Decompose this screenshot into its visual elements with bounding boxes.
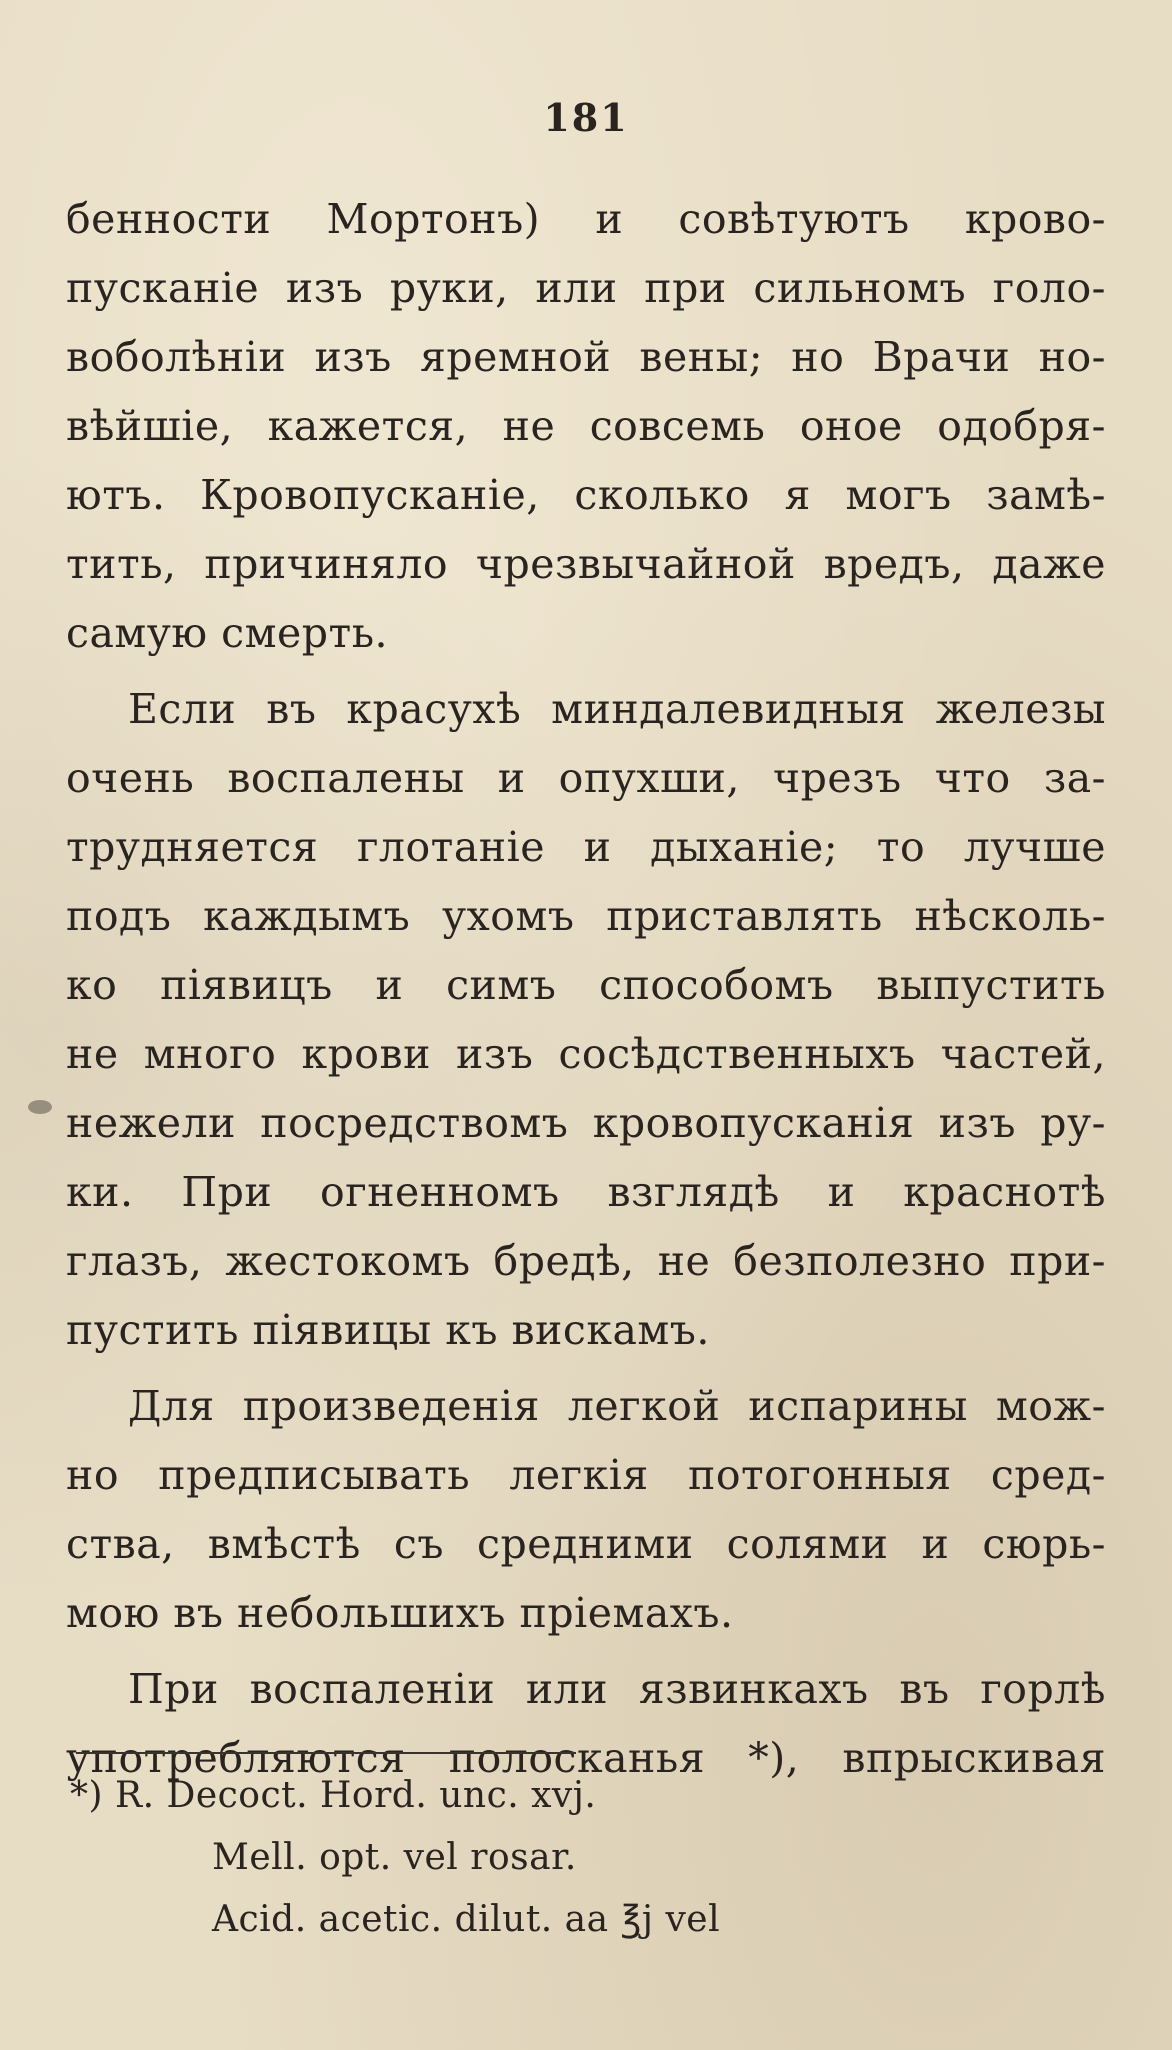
text-line: При воспаленіи или язвинкахъ въ горлѣ: [128, 1665, 1106, 1713]
text-line: употребляются полосканья *), впрыскивая: [66, 1734, 1106, 1782]
text-line: самую смерть.: [66, 609, 389, 657]
text-line: воболѣніи изъ яремной вены; но Врачи но-: [66, 333, 1106, 381]
text-line: ки. При огненномъ взглядѣ и краснотѣ: [66, 1168, 1106, 1216]
text-line: ютъ. Кровопусканіе, сколько я могъ замѣ-: [66, 471, 1106, 519]
text-line: очень воспалены и опухши, чрезъ что за-: [66, 754, 1106, 802]
ink-smudge: [28, 1100, 52, 1114]
text-line: мою въ небольшихъ пріемахъ.: [66, 1589, 734, 1637]
text-line: вѣйшіе, кажется, не совсемь оное одобря-: [66, 402, 1106, 450]
text-line: не много крови изъ сосѣдственныхъ частей,: [66, 1030, 1106, 1078]
text-line: бенности Мортонъ) и совѣтуютъ крово-: [66, 195, 1106, 243]
text-line: трудняется глотаніе и дыханіе; то лучше: [66, 823, 1106, 871]
text-line: Если въ красухѣ миндалевидныя железы: [128, 685, 1106, 733]
paragraph-3: [66, 1372, 1106, 1648]
text-line: но предписывать легкія потогонныя сред-: [66, 1451, 1106, 1499]
text-line: глазъ, жестокомъ бредѣ, не безполезно при-: [66, 1237, 1106, 1285]
footnote: [70, 1765, 970, 1951]
page-number: 181: [543, 95, 629, 140]
text-line: ко піявицъ и симъ способомъ выпустить: [66, 961, 1106, 1009]
body-text: [66, 185, 1106, 1793]
text-line: подъ каждымъ ухомъ приставлять нѣсколь-: [66, 892, 1106, 940]
footnote-line: *) R. Decoct. Hord. unc. xvj.: [70, 1775, 597, 1816]
text-line: нежели посредствомъ кровопусканія изъ ру-: [66, 1099, 1106, 1147]
text-line: ства, вмѣстѣ съ средними солями и сюрь-: [66, 1520, 1106, 1568]
text-line: Для произведенія легкой испарины мож-: [128, 1382, 1106, 1430]
footnote-divider: [76, 1752, 576, 1754]
paragraph-1: [66, 185, 1106, 668]
footnote-line: Mell. opt. vel rosar.: [212, 1837, 577, 1878]
text-line: пусканіе изъ руки, или при сильномъ голо-: [66, 264, 1106, 312]
footnote-line: Acid. acetic. dilut. aa ℥j vel: [212, 1899, 721, 1940]
text-line: тить, причиняло чрезвычайной вредъ, даже: [66, 540, 1106, 588]
text-line: пустить піявицы къ вискамъ.: [66, 1306, 710, 1354]
paragraph-2: [66, 675, 1106, 1365]
